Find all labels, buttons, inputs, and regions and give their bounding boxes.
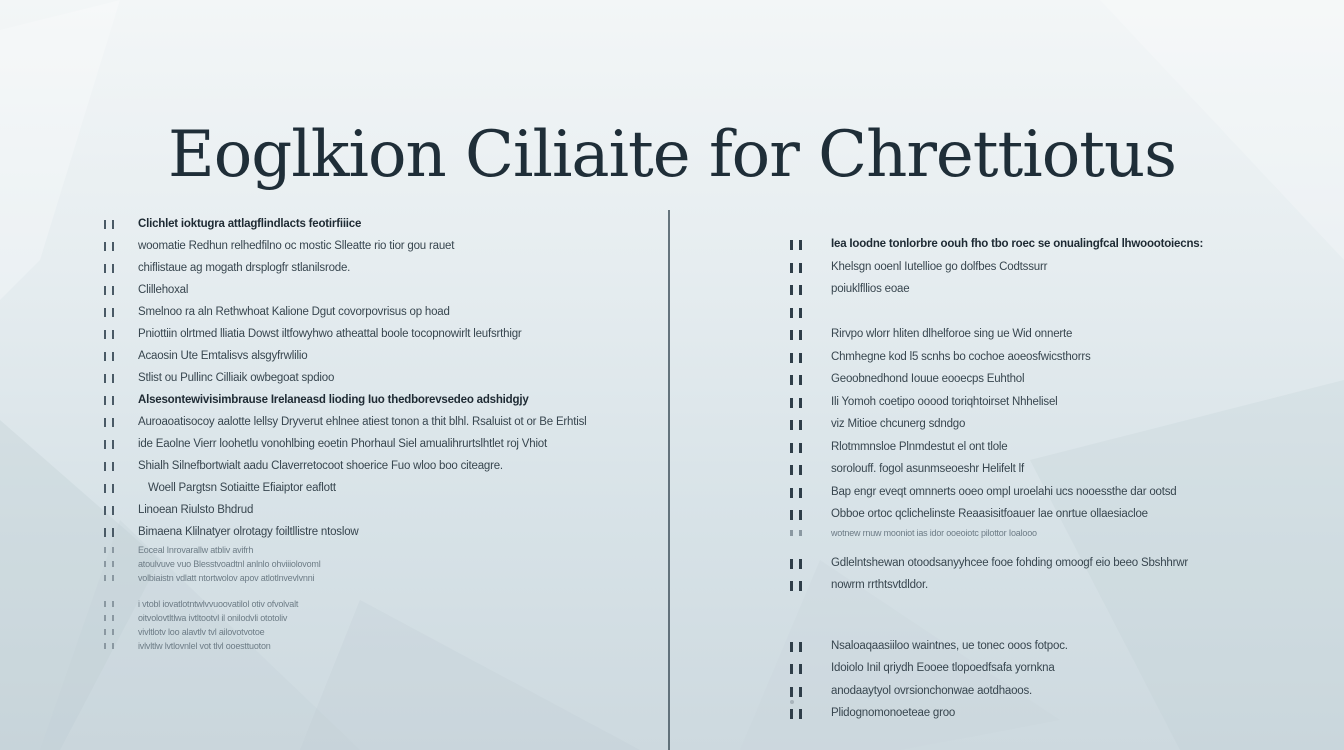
list-item [790, 301, 1310, 324]
bullet-marker-icon [790, 709, 804, 718]
list-item: Bimaena Klilnatyer olrotagy foiltllistre ntoslow [104, 521, 644, 543]
bullet-marker-icon [790, 353, 804, 362]
bullet-marker-icon [790, 581, 804, 590]
bullet-marker-icon [790, 420, 804, 429]
bullet-marker-icon [790, 465, 804, 474]
list-item: ivlvltlw lvtlovnlel vot tlvl ooesttuoton [104, 639, 644, 653]
list-item: Bap engr eveqt omnnerts ooeo ompl uroelahi ucs nooessthe dar ootsd [790, 481, 1310, 504]
bullet-marker-icon [790, 642, 804, 651]
bullet-marker-icon [790, 240, 804, 249]
bullet-marker-icon [104, 286, 118, 295]
list-item: Clichlet ioktugra attlagflindlacts feotirfiiice [104, 213, 644, 235]
list-item: Khelsgn ooenl Iutellioe go dolfbes Codtssurr [790, 256, 1310, 279]
list-item: ide Eaolne Vierr loohetlu vonohlbing eoetin Phorhaul Siel amualihrurtslhtlet roj Vhiot [104, 433, 644, 455]
bullet-marker-icon [790, 375, 804, 384]
bullet-marker-icon [790, 443, 804, 452]
bullet-marker-icon [790, 530, 804, 539]
bullet-marker-icon [104, 643, 118, 652]
list-item: Rirvpo wlorr hliten dlhelforoe sing ue Wid onnerte [790, 323, 1310, 346]
bullet-marker-icon [104, 601, 118, 610]
bullet-marker-icon [104, 506, 118, 515]
bullet-marker-icon [104, 242, 118, 251]
list-item: oitvolovtltlwa ivtltootvl il onilodvli ototoliv [104, 611, 644, 625]
list-item: Alsesontewivisimbrause Irelaneasd lioding Iuo thedborevsedeo adshidgjy [104, 389, 644, 411]
list-item: viz Mitioe chcunerg sdndgo [790, 413, 1310, 436]
list-item: Obboe ortoc qclichelinste Reaasisitfoauer lae onrtue ollaesiacloe [790, 503, 1310, 526]
column-divider [668, 210, 670, 750]
bullet-marker-icon [104, 330, 118, 339]
list-item: atoulvuve vuo Blesstvoadtnl anlnlo ohviiiolovoml [104, 557, 644, 571]
list-item: Nsaloaqaasiiloo waintnes, ue tonec ooos fotpoc. [790, 635, 1310, 658]
list-item: Linoean Riulsto Bhdrud [104, 499, 644, 521]
list-item: Smelnoo ra aln Rethwhoat Kalione Dgut covorpovrisus op hoad [104, 301, 644, 323]
list-item: Pniottiin olrtmed lliatia Dowst iltfowyhwo atheattal boole tocopnowirlt leufsrthigr [104, 323, 644, 345]
list-item: Iea Ioodne tonlorbre oouh fho tbo roec se onualingfcal lhwoootoiecns: [790, 233, 1310, 256]
bullet-marker-icon [104, 484, 118, 493]
list-item: Shialh Silnefbortwialt aadu Claverretocoot shoerice Fuo wloo boo citeagre. [104, 455, 644, 477]
bullet-marker-icon [104, 396, 118, 405]
list-item: Rlotmmnsloe Plnmdestut el ont tlole [790, 436, 1310, 459]
bullet-marker-icon [104, 418, 118, 427]
bullet-marker-icon [104, 629, 118, 638]
stray-dot [790, 700, 794, 704]
bullet-marker-icon [104, 561, 118, 570]
bullet-marker-icon [104, 264, 118, 273]
bullet-marker-icon [790, 510, 804, 519]
list-item: poiuklfllios eoae [790, 278, 1310, 301]
bullet-marker-icon [104, 575, 118, 584]
bullet-marker-icon [790, 559, 804, 568]
list-item: vivltlotv loo alavtlv tvl ailovotvotoe [104, 625, 644, 639]
list-item: Auroaoatisocoy aalotte lellsy Dryverut ehlnee atiest tonon a thit blhl. Rsaluist ot or Be Erhtisl [104, 411, 644, 433]
left-bullet-list [104, 213, 644, 653]
list-item: wotnew rnuw mooniot ias idor ooeoiotc pilottor Ioalooo [790, 526, 1310, 540]
bullet-marker-icon [104, 352, 118, 361]
bullet-marker-icon [104, 308, 118, 317]
list-item: Gdlelntshewan otoodsanyyhcee fooe fohding omoogf eio beeo Sbshhrwr [790, 552, 1310, 575]
list-item: Geoobnedhond Iouue eooecps Euhthol [790, 368, 1310, 391]
list-spacer [790, 597, 1310, 635]
bullet-marker-icon [790, 330, 804, 339]
bullet-marker-icon [104, 615, 118, 624]
page-title: Eoglkion Ciliaite for Chrettiotus [168, 118, 1176, 192]
list-item: i vtobl iovatlotntwlvvuoovatilol otiv ofvolvalt [104, 597, 644, 611]
bullet-marker-icon [104, 440, 118, 449]
bullet-marker-icon [104, 528, 118, 537]
list-item: Chmhegne kod l5 scnhs bo cochoe aoeosfwicsthorrs [790, 346, 1310, 369]
list-item: Acaosin Ute Emtalisvs alsgyfrwlilio [104, 345, 644, 367]
list-item: anodaaytyol ovrsionchonwae aotdhaoos. [790, 680, 1310, 703]
list-item: nowrm rrthtsvtdldor. [790, 574, 1310, 597]
list-item: Ili Yomoh coetipo ooood toriqhtoirset Nhhelisel [790, 391, 1310, 414]
list-item: Clillehoxal [104, 279, 644, 301]
bullet-marker-icon [104, 220, 118, 229]
bullet-marker-icon [104, 462, 118, 471]
bullet-marker-icon [790, 398, 804, 407]
list-spacer [104, 585, 644, 597]
bullet-marker-icon [790, 285, 804, 294]
bullet-marker-icon [790, 488, 804, 497]
list-item: Stlist ou Pullinc Cilliaik owbegoat spdioo [104, 367, 644, 389]
bullet-marker-icon [790, 263, 804, 272]
list-item: sorolouff. fogol asunmseoeshr Helifelt lf [790, 458, 1310, 481]
bullet-marker-icon [790, 664, 804, 673]
list-item: Eoceal Inrovarallw atbliv avifrh [104, 543, 644, 557]
list-item: Plidognomonoeteae groo [790, 702, 1310, 725]
list-item: Woell Pargtsn Sotiaitte Efiaiptor eaflott [104, 477, 644, 499]
bullet-marker-icon [104, 547, 118, 556]
right-bullet-list [790, 233, 1310, 725]
bullet-marker-icon [790, 308, 804, 317]
list-item: Idoiolo Inil qriydh Eooee tlopoedfsafa yornkna [790, 657, 1310, 680]
list-spacer [790, 540, 1310, 552]
bullet-marker-icon [790, 687, 804, 696]
bullet-marker-icon [104, 374, 118, 383]
list-item: volbiaistn vdlatt ntortwolov apov atlotlnvevlvnni [104, 571, 644, 585]
list-item: chiflistaue ag mogath drsplogfr stlanilsrode. [104, 257, 644, 279]
list-item: woomatie Redhun relhedfilno oc mostic Slleatte rio tior gou rauet [104, 235, 644, 257]
